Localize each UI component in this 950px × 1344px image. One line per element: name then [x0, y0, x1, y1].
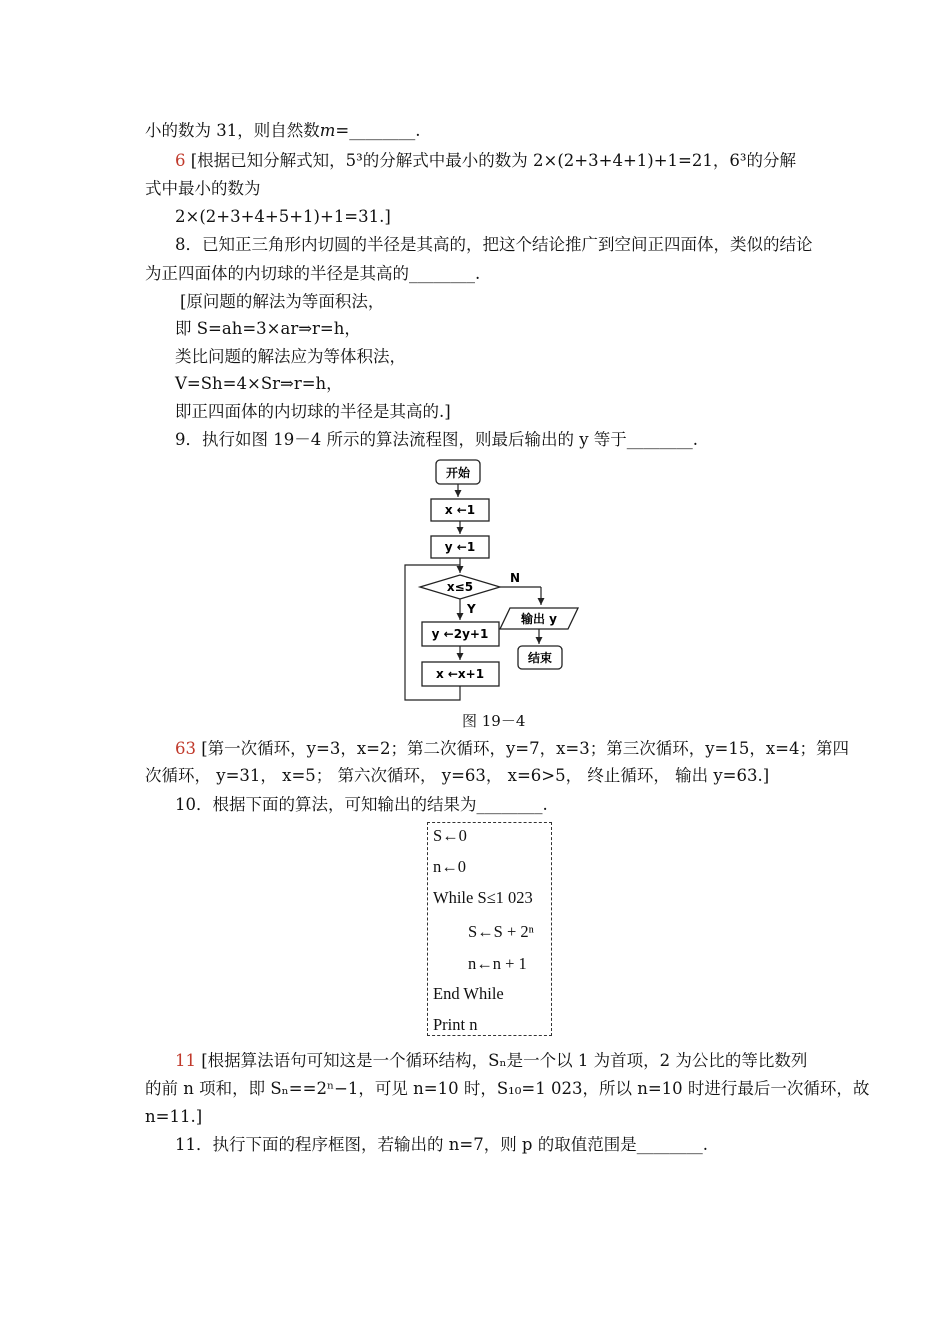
answer-7-line1: 6 [根据已知分解式知，5³的分解式中最小的数为 2×(2+3+4+1)+1=21，6³的分解 [175, 151, 796, 170]
flow-start-label: 开始 [445, 466, 471, 480]
question-10-line1: 10．根据下面的算法，可知输出的结果为________. [175, 795, 548, 814]
answer-10-value: 11 [175, 1051, 196, 1070]
answer-10-line2: 的前 n 项和，即 Sₙ==2ⁿ−1，可见 n=10 时，S₁₀=1 023，所以 n=10 时进行最后一次循环，故 [145, 1079, 870, 1098]
answer-8-line3: 类比问题的解法应为等体积法， [175, 347, 406, 366]
answer-10-line3: n=11.] [145, 1107, 203, 1126]
flow-y-update-label: y ←2y+1 [431, 627, 489, 641]
algo-line-5: n←n + 1 [468, 954, 527, 973]
question-8-line1: 8．已知正三角形内切圆的半径是其高的，把这个结论推广到空间正四面体，类似的结论 [175, 235, 813, 254]
answer-7-value: 6 [175, 151, 186, 170]
answer-9-line1: 63 [第一次循环，y=3，x=2；第二次循环，y=7，x=3；第三次循环，y=15，x=4；第四 [175, 739, 849, 758]
flow-x-update-label: x ←x+1 [435, 667, 485, 681]
flow-y-init-label: y ←1 [444, 540, 476, 554]
answer-8-line1: [原问题的解法为等面积法， [180, 292, 385, 311]
question-8-line2: 为正四面体的内切球的半径是其高的________. [145, 264, 481, 283]
answer-7-line3: 2×(2+3+4+5+1)+1=31.] [175, 207, 391, 226]
algo-line-1: S←0 [433, 826, 467, 845]
algo-line-6: End While [433, 984, 504, 1003]
answer-8-line5: 即正四面体的内切球的半径是其高的.] [175, 402, 451, 421]
algo-line-4: S←S + 2ⁿ [468, 922, 534, 941]
flow-output-label: 输出 y [520, 612, 558, 626]
algo-line-3: While S≤1 023 [433, 888, 533, 907]
q7-tail-line: 小的数为 31，则自然数m=________. [145, 121, 421, 140]
flow-condition-label: x≤5 [446, 580, 474, 594]
answer-8-line4: V=Sh=4×Sr⇒r=h， [175, 374, 343, 393]
answer-9-line2: 次循环， y=31， x=5； 第六次循环， y=63， x=6>5， 终止循环， 输出 y=63.] [145, 766, 770, 785]
answer-10-line1: 11 [根据算法语句可知这是一个循环结构，Sₙ是一个以 1 为首项，2 为公比的等比数列 [175, 1051, 808, 1070]
answer-7-line2: 式中最小的数为 [145, 179, 261, 198]
algo-line-2: n←0 [433, 857, 466, 876]
question-11-line1: 11．执行下面的程序框图，若输出的 n=7，则 p 的取值范围是________. [175, 1135, 708, 1154]
flow-x-init-label: x ←1 [444, 503, 476, 517]
flow-no-label: N [510, 571, 521, 585]
flow-end-label: 结束 [527, 651, 553, 665]
answer-9-value: 63 [175, 739, 196, 758]
flow-yes-label: Y [467, 602, 476, 616]
flowchart-19-4 [400, 455, 585, 705]
question-9-line1: 9．执行如图 19－4 所示的算法流程图，则最后输出的 y 等于________. [175, 430, 699, 449]
figure-caption: 图 19－4 [462, 712, 526, 730]
algo-line-7: Print n [433, 1015, 478, 1034]
algorithm-box [427, 822, 552, 1036]
answer-8-line2: 即 S=ah=3×ar⇒r=h， [175, 319, 361, 338]
